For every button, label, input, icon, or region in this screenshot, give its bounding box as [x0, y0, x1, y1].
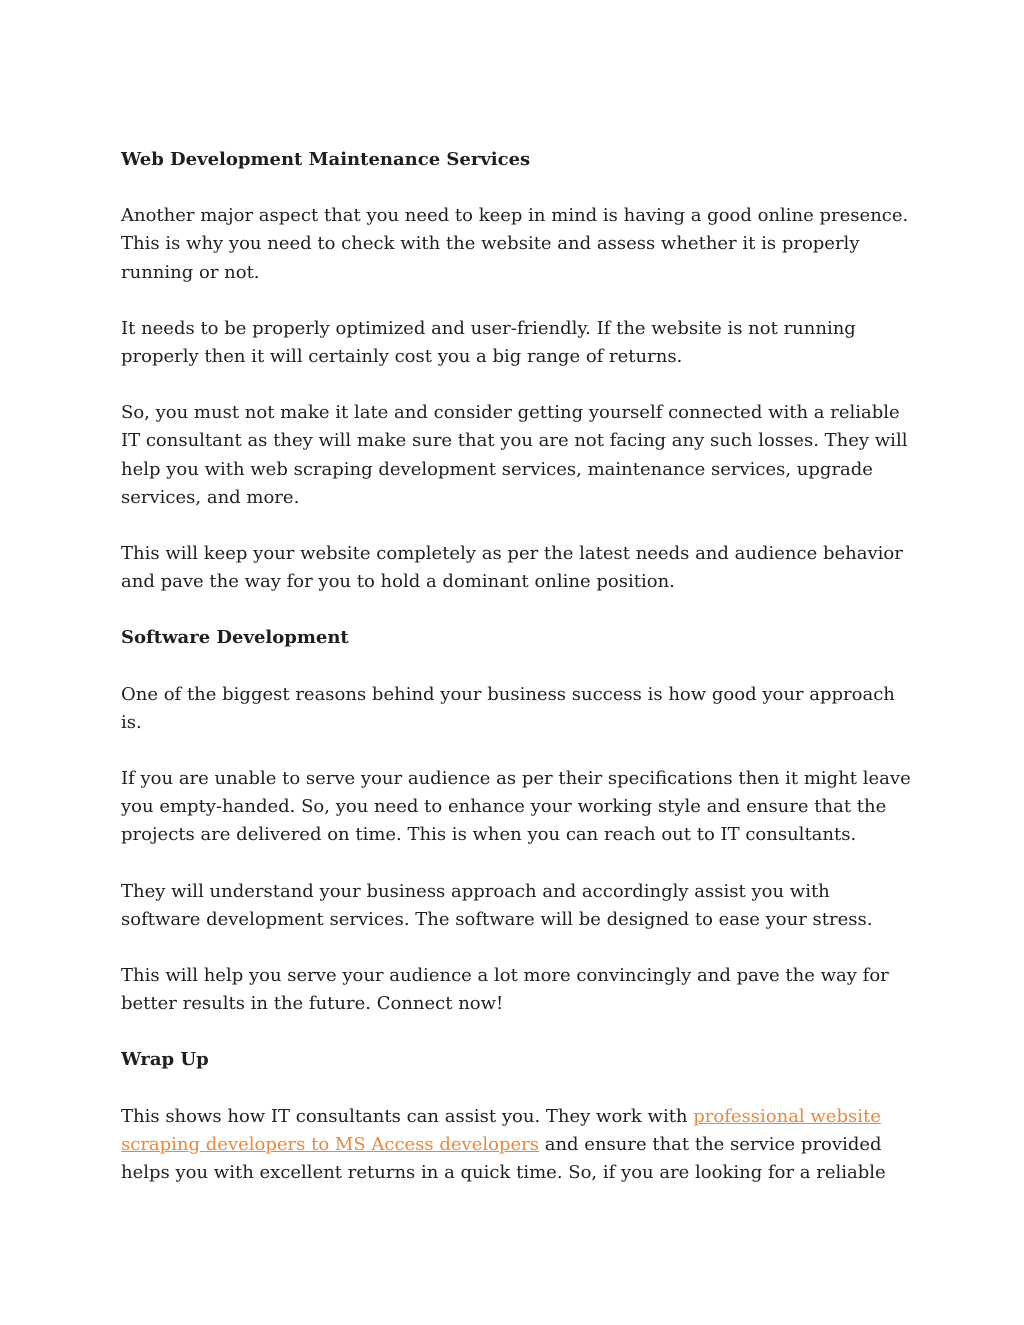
paragraph: This will help you serve your audience a lot more convincingly and pave the way for better results in the future. Connect now!: [121, 965, 889, 1015]
document-page: [121, 146, 911, 1215]
section-heading-web-maintenance: Web Development Maintenance Services: [121, 149, 531, 170]
paragraph-text-before-link: This shows how IT consultants can assist you. They work with: [121, 1105, 694, 1127]
paragraph: So, you must not make it late and consider getting yourself connected with a reliable IT consultant as they will make sure that you are not facing any such losses. They will help you with web scraping development services, maintenance services, upgrade services, and more.: [121, 402, 908, 508]
developers-link[interactable]: professional website scraping developers to MS Access developers: [121, 1105, 881, 1155]
section-heading-wrap-up: Wrap Up: [121, 1049, 209, 1071]
paragraph-with-link: [121, 1103, 911, 1188]
paragraph: This will keep your website completely as per the latest needs and audience behavior and pave the way for you to hold a dominant online position.: [121, 543, 903, 593]
paragraph: One of the biggest reasons behind your business success is how good your approach is.: [121, 683, 895, 733]
section-heading-software-development: Software Development: [121, 627, 349, 649]
paragraph: If you are unable to serve your audience as per their specifications then it might leave you empty-handed. So, you need to enhance your working style and ensure that the projects are delivered on time. This is when you can reach out to IT consultants.: [121, 768, 911, 846]
paragraph: Another major aspect that you need to keep in mind is having a good online presence. This is why you need to check with the website and assess whether it is properly running or not.: [121, 205, 909, 283]
paragraph-text-after-link: and ensure that the service provided helps you with excellent returns in a quick time. So, if you are looking for a reliable: [121, 1133, 886, 1184]
paragraph: It needs to be properly optimized and user-friendly. If the website is not running properly then it will certainly cost you a big range of returns.: [121, 317, 856, 368]
paragraph: They will understand your business approach and accordingly assist you with software development services. The software will be designed to ease your stress.: [121, 880, 873, 930]
